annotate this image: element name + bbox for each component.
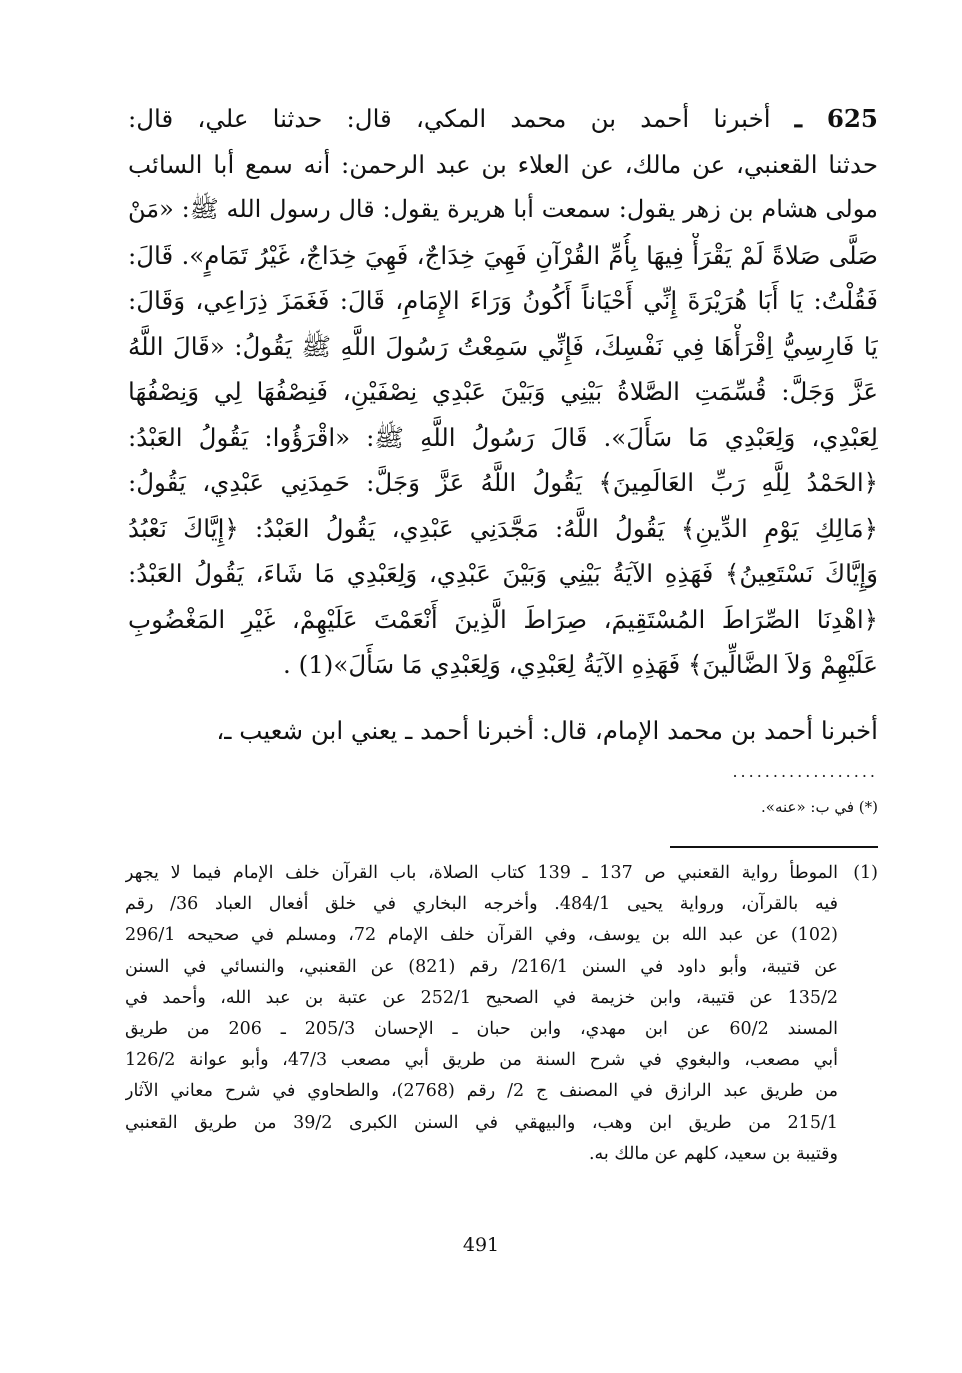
footnote <box>125 858 878 1170</box>
hadith-line: ﴿اهْدِنَا الصِّرَاطَ المُسْتَقِيمَ، صِرَاطَ الَّذِينَ أَنْعَمْتَ عَلَيْهِمْ، غَيْرِ المَغْضُوبِ <box>128 604 878 634</box>
hadith-line: صَلَّى صَلاةً لَمْ يَقْرَأْ فِيهَا بِأُمِّ القُرْآنِ فَهِيَ خِدَاجٌ، فَهِيَ خِدَاجٌ، غَيْرُ تَمَامٍ». قَالَ: <box>128 240 878 270</box>
hadith-line: ﴿الحَمْدُ لِلَّهِ رَبِّ العَالَمِينَ﴾ يَقُولُ اللَّهُ عَزَّ وَجَلَّ: حَمِدَنِي عَبْدِي، يَقُولُ: <box>128 468 878 497</box>
footnote-line: أبي مصعب، والبغوي في شرح السنة من طريق أبي مصعب 47/3، وأبو عوانة 126/2 <box>125 1050 838 1071</box>
footnote-number: (1) <box>853 863 878 883</box>
footnote-line: (102) عن عبد الله بن يوسف، وفي القرآن خلف الإمام 72، ومسلم في صحيحه 296/1 <box>125 925 838 946</box>
hadith-line: حدثنا القعنبي، عن مالك، عن العلاء بن عبد الرحمن: أنه سمع أبا السائب <box>128 149 878 179</box>
next-paragraph: أخبرنا أحمد بن محمد الإمام، قال: أخبرنا أحمد ـ يعني ابن شعيب ـ، <box>216 716 878 745</box>
hadith-line: ﴿مَالِكِ يَوْمِ الدِّينِ﴾ يَقُولُ اللَّهُ: مَجَّدَنِي عَبْدِي، يَقُولُ العَبْدُ: ﴿إِيَّاكَ نَعْبُدُ <box>128 513 878 543</box>
hadith-line: عَزَّ وَجَلَّ: قُسِّمَتِ الصَّلاةُ بَيْنِي وَبَيْنَ عَبْدِي نِصْفَيْنِ، فَنِصْفُهَا لِي وَنِصْفُهَا <box>128 377 878 406</box>
footnote-line: وقتيبة بن سعيد، كلهم عن مالك به. <box>588 1143 838 1164</box>
hadith-line: وَإِيَّاكَ نَسْتَعِينُ﴾ فَهَذِهِ الآيَةُ بَيْنِي وَبَيْنَ عَبْدِي، وَلِعَبْدِي مَا شَاءَ، يَقُولُ العَبْدُ: <box>128 559 878 588</box>
hadith-line: فَقُلْتُ: يَا أَبَا هُرَيْرَةَ إِنِّي أَحْيَاناً أَكُونُ وَرَاءَ الإِمَامِ، قَالَ: فَغَمَزَ ذِرَاعِي، وَقَالَ: <box>128 286 878 315</box>
hadith-line: مولى هشام بن زهر يقول: سمعت أبا هريرة يقول: قال رسول الله ﷺ: «مَنْ <box>128 195 878 223</box>
footnote-line: 135/2 عن قتيبة، وابن خزيمة في الصحيح 252/1 عن عتبة بن عبد الله، وأحمد في <box>125 987 838 1008</box>
footnote-line: فيه بالقرآن، ورواية يحيى 484/1. وأخرجه البخاري في خلق أفعال العباد 36/ رقم <box>125 894 838 915</box>
footnote-line: عن قتيبة، وأبو داود في السنن 216/1/ رقم (821) عن القعنبي، والنسائي في السنن <box>125 956 838 977</box>
hadith-number: 625 ـ <box>794 104 878 133</box>
footnote-row <box>125 858 878 1170</box>
star-note: (*) في ب: «عنه». <box>761 798 878 816</box>
footnote-line: الموطأ رواية القعنبي ص 137 ـ 139 كتاب الصلاة، باب القرآن خلف الإمام فيما لا يجهر <box>125 863 838 883</box>
footnote-line: 215/1 من طريق ابن وهب، والبيهقي في السنن الكبرى 39/2 من طريق القعنبي <box>125 1112 838 1133</box>
footnote-rule <box>670 846 878 848</box>
hadith-line-1: 625 ـ أخبرنا أحمد بن محمد المكي، قال: حدثنا علي، قال: <box>128 104 878 133</box>
footnote-line: المسند 60/2 عن ابن مهدي، وابن حبان ـ الإحسان 205/3 ـ 206 من طريق <box>125 1018 838 1039</box>
footnote-lines <box>125 858 838 1170</box>
dotted-separator: .................. <box>732 762 878 781</box>
hadith-text <box>128 96 878 688</box>
hadith-line: عَلَيْهِمْ وَلاَ الضَّالِّينَ﴾ فَهَذِهِ الآيَةُ لِعَبْدِي، وَلِعَبْدِي مَا سَأَلَ»(1) . <box>283 650 878 679</box>
footnote-line: من طريق عبد الرازق في المصنف ج 2/ رقم (2768)، والطحاوي في شرح معاني الآثار <box>125 1081 838 1102</box>
page-number: 491 <box>462 1234 500 1256</box>
hadith-line: يَا فَارِسِيُّ اِقْرَأْهَا فِي نَفْسِكَ، فَإِنِّي سَمِعْتُ رَسُولَ اللَّهِ ﷺ يَقُولُ: «قَالَ اللَّهُ <box>128 331 878 361</box>
hadith-line: لِعَبْدِي، وَلِعَبْدِي مَا سَأَلَ». قَالَ رَسُولُ اللَّهِ ﷺ: «اقْرَؤُوا: يَقُولُ العَبْدُ: <box>128 422 878 452</box>
